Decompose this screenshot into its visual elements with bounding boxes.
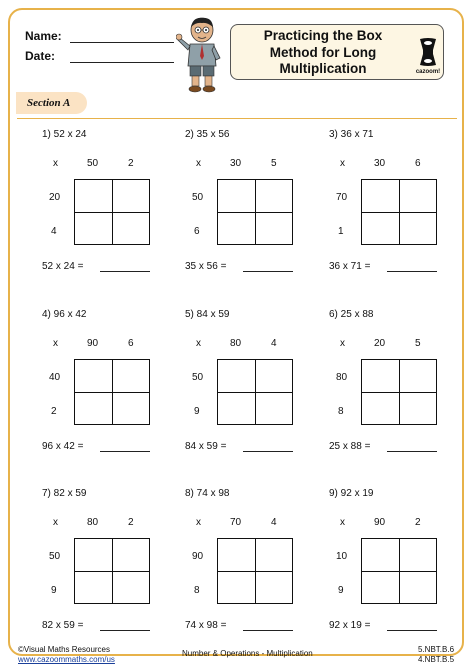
worksheet-title: Practicing the Box Method for Long Multiplication: [263, 28, 383, 76]
problem-title: 3) 36 x 71: [329, 129, 374, 140]
column-1-label: 90: [374, 517, 386, 528]
times-symbol: x: [53, 158, 58, 169]
answer-label: 92 x 19 =: [329, 620, 371, 631]
answer-label: 84 x 59 =: [185, 441, 227, 452]
row-2-label: 8: [194, 585, 200, 596]
problem-title: 7) 82 x 59: [42, 488, 87, 499]
date-label: Date:: [25, 49, 56, 63]
website-link[interactable]: www.cazoommaths.com/us: [18, 655, 115, 664]
answer-field[interactable]: [100, 271, 150, 272]
row-1-label: 90: [192, 551, 204, 562]
multiplication-box-grid: [217, 359, 293, 425]
column-2-label: 2: [128, 158, 134, 169]
title-box: [230, 24, 444, 80]
grid-cell-r1c1[interactable]: [218, 539, 255, 571]
grid-cell-r2c2[interactable]: [112, 571, 149, 603]
column-2-label: 4: [271, 517, 277, 528]
name-field[interactable]: [70, 42, 174, 43]
grid-cell-r2c1[interactable]: [362, 571, 399, 603]
grid-cell-r1c2[interactable]: [399, 360, 436, 392]
column-1-label: 50: [87, 158, 99, 169]
grid-cell-r1c1[interactable]: [75, 539, 112, 571]
grid-cell-r2c1[interactable]: [218, 392, 255, 424]
problem-2: [185, 129, 335, 309]
grid-cell-r1c2[interactable]: [255, 180, 292, 212]
answer-label: 35 x 56 =: [185, 261, 227, 272]
grid-cell-r2c2[interactable]: [399, 571, 436, 603]
problem-title: 6) 25 x 88: [329, 309, 374, 320]
answer-field[interactable]: [387, 271, 437, 272]
cazoom-logo-icon: [417, 37, 439, 67]
answer-field[interactable]: [243, 451, 293, 452]
logo-text: cazoom!: [415, 69, 441, 75]
row-2-label: 8: [338, 406, 344, 417]
problem-title: 8) 74 x 98: [185, 488, 230, 499]
problem-title: 5) 84 x 59: [185, 309, 230, 320]
column-1-label: 80: [87, 517, 99, 528]
column-2-label: 6: [128, 338, 134, 349]
multiplication-box-grid: [361, 179, 437, 245]
column-2-label: 2: [415, 517, 421, 528]
times-symbol: x: [53, 517, 58, 528]
column-1-label: 20: [374, 338, 386, 349]
section-label: Section A: [27, 97, 71, 109]
problem-title: 1) 52 x 24: [42, 129, 87, 140]
answer-label: 25 x 88 =: [329, 441, 371, 452]
problem-9: [329, 488, 474, 668]
column-1-label: 30: [374, 158, 386, 169]
row-2-label: 9: [338, 585, 344, 596]
problem-7: [42, 488, 192, 668]
answer-label: 36 x 71 =: [329, 261, 371, 272]
answer-field[interactable]: [387, 630, 437, 631]
name-label: Name:: [25, 29, 62, 43]
multiplication-box-grid: [74, 359, 150, 425]
grid-cell-r2c2[interactable]: [255, 392, 292, 424]
answer-field[interactable]: [100, 451, 150, 452]
answer-label: 52 x 24 =: [42, 261, 84, 272]
grid-cell-r1c1[interactable]: [218, 360, 255, 392]
grid-cell-r1c2[interactable]: [112, 180, 149, 212]
grid-cell-r1c1[interactable]: [75, 180, 112, 212]
answer-field[interactable]: [243, 630, 293, 631]
answer-field[interactable]: [387, 451, 437, 452]
row-1-label: 70: [336, 192, 348, 203]
column-1-label: 30: [230, 158, 242, 169]
grid-cell-r2c2[interactable]: [399, 212, 436, 244]
grid-cell-r2c1[interactable]: [362, 212, 399, 244]
multiplication-box-grid: [74, 179, 150, 245]
copyright-text: ©Visual Maths Resources: [18, 645, 111, 654]
grid-cell-r2c2[interactable]: [255, 212, 292, 244]
grid-cell-r1c1[interactable]: [362, 360, 399, 392]
row-2-label: 4: [51, 226, 57, 237]
multiplication-box-grid: [217, 179, 293, 245]
grid-cell-r1c2[interactable]: [399, 539, 436, 571]
column-1-label: 70: [230, 517, 242, 528]
footer-left: [18, 645, 115, 665]
grid-cell-r1c2[interactable]: [255, 360, 292, 392]
grid-cell-r1c2[interactable]: [112, 539, 149, 571]
column-2-label: 5: [415, 338, 421, 349]
grid-cell-r1c2[interactable]: [112, 360, 149, 392]
grid-cell-r2c1[interactable]: [75, 392, 112, 424]
grid-cell-r1c1[interactable]: [362, 539, 399, 571]
column-1-label: 80: [230, 338, 242, 349]
column-1-label: 90: [87, 338, 99, 349]
times-symbol: x: [340, 517, 345, 528]
times-symbol: x: [53, 338, 58, 349]
column-2-label: 5: [271, 158, 277, 169]
problem-title: 2) 35 x 56: [185, 129, 230, 140]
grid-cell-r2c2[interactable]: [112, 392, 149, 424]
times-symbol: x: [340, 338, 345, 349]
problem-1: [42, 129, 192, 309]
problem-8: [185, 488, 335, 668]
column-2-label: 6: [415, 158, 421, 169]
times-symbol: x: [196, 517, 201, 528]
standard-code: 4.NBT.B.5: [418, 655, 455, 664]
row-1-label: 40: [49, 372, 61, 383]
grid-cell-r1c2[interactable]: [255, 539, 292, 571]
multiplication-box-grid: [361, 359, 437, 425]
footer-topic: Number & Operations - Multiplication: [182, 649, 313, 658]
grid-cell-r2c1[interactable]: [75, 571, 112, 603]
grid-cell-r1c1[interactable]: [75, 360, 112, 392]
problem-6: [329, 309, 474, 489]
answer-field[interactable]: [243, 271, 293, 272]
times-symbol: x: [196, 338, 201, 349]
answer-label: 82 x 59 =: [42, 620, 84, 631]
row-2-label: 9: [51, 585, 57, 596]
column-2-label: 4: [271, 338, 277, 349]
row-2-label: 1: [338, 226, 344, 237]
answer-label: 74 x 98 =: [185, 620, 227, 631]
grid-cell-r2c1[interactable]: [218, 212, 255, 244]
boy-mascot-image: [176, 14, 228, 94]
times-symbol: x: [196, 158, 201, 169]
multiplication-box-grid: [74, 538, 150, 604]
row-2-label: 6: [194, 226, 200, 237]
row-1-label: 80: [336, 372, 348, 383]
footer-standards: [418, 645, 454, 665]
grid-cell-r1c1[interactable]: [218, 180, 255, 212]
problem-3: [329, 129, 474, 309]
row-2-label: 9: [194, 406, 200, 417]
section-divider: [17, 118, 457, 119]
row-1-label: 20: [49, 192, 61, 203]
row-1-label: 50: [192, 372, 204, 383]
problem-title: 4) 96 x 42: [42, 309, 87, 320]
problem-title: 9) 92 x 19: [329, 488, 374, 499]
column-2-label: 2: [128, 517, 134, 528]
answer-label: 96 x 42 =: [42, 441, 84, 452]
row-1-label: 10: [336, 551, 348, 562]
grid-cell-r2c1[interactable]: [218, 571, 255, 603]
times-symbol: x: [340, 158, 345, 169]
row-1-label: 50: [192, 192, 204, 203]
row-1-label: 50: [49, 551, 61, 562]
grid-cell-r2c1[interactable]: [75, 212, 112, 244]
standard-code: 5.NBT.B.6: [418, 645, 455, 654]
grid-cell-r1c2[interactable]: [399, 180, 436, 212]
row-2-label: 2: [51, 406, 57, 417]
grid-cell-r2c2[interactable]: [255, 571, 292, 603]
grid-cell-r2c2[interactable]: [112, 212, 149, 244]
multiplication-box-grid: [361, 538, 437, 604]
problem-5: [185, 309, 335, 489]
problem-4: [42, 309, 192, 489]
grid-cell-r2c1[interactable]: [362, 392, 399, 424]
answer-field[interactable]: [100, 630, 150, 631]
grid-cell-r2c2[interactable]: [399, 392, 436, 424]
grid-cell-r1c1[interactable]: [362, 180, 399, 212]
multiplication-box-grid: [217, 538, 293, 604]
date-field[interactable]: [70, 62, 174, 63]
